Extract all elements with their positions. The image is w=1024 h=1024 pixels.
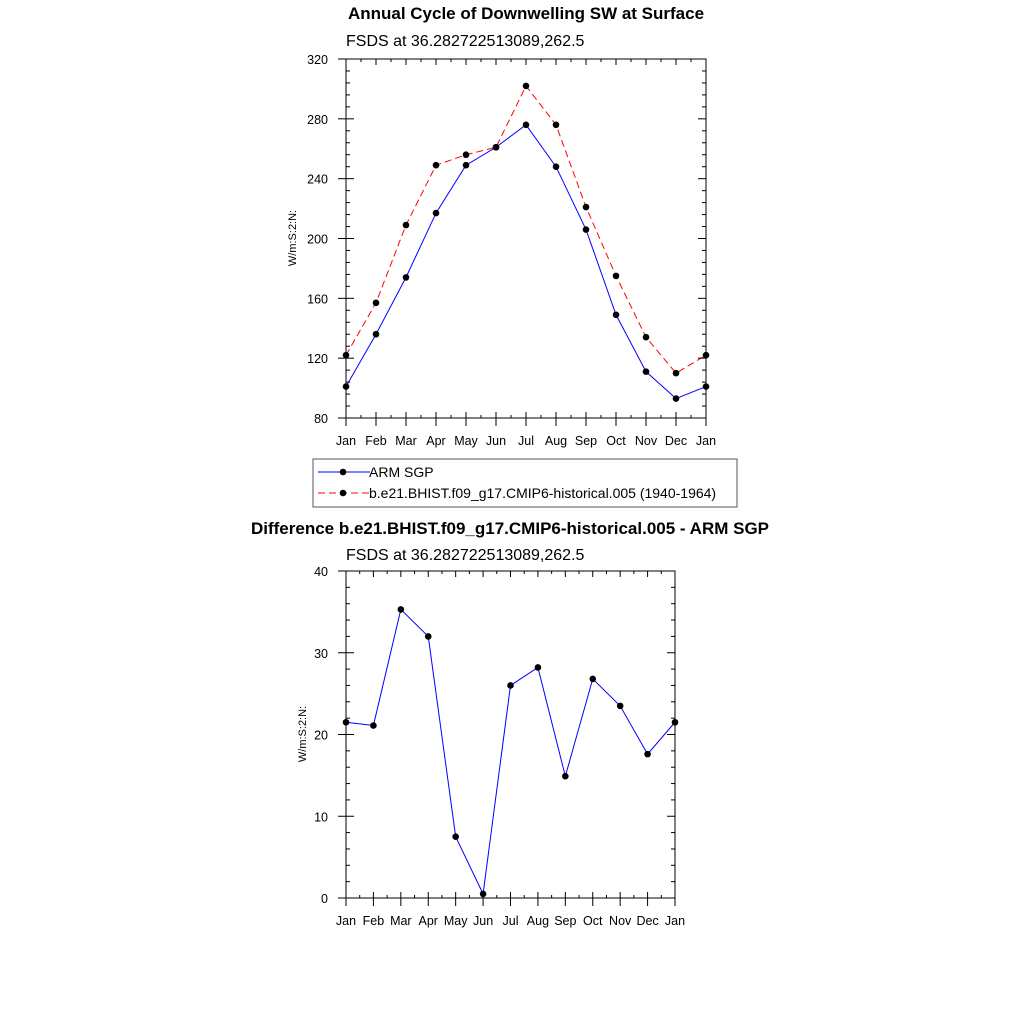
chart2-title: Difference b.e21.BHIST.f09_g17.CMIP6-historical.005 - ARM SGP bbox=[250, 519, 770, 538]
chart2-x-tick-label: Dec bbox=[636, 914, 659, 928]
chart2-x-tick-label: Mar bbox=[390, 914, 412, 928]
chart2-x-tick-label: Apr bbox=[418, 914, 438, 928]
chart1-data-point bbox=[373, 300, 380, 307]
legend-marker-arm-sgp bbox=[340, 469, 347, 476]
chart1-y-tick-label: 280 bbox=[307, 112, 328, 127]
chart2-x-tick-label: Jul bbox=[502, 914, 519, 928]
chart1-data-point bbox=[553, 163, 560, 170]
chart2-x-tick-label: Feb bbox=[362, 914, 385, 928]
chart1-data-point bbox=[673, 370, 680, 377]
chart2-y-tick-label: 30 bbox=[314, 646, 328, 661]
chart2-y-tick-label: 10 bbox=[314, 810, 328, 825]
chart1-data-point bbox=[553, 122, 560, 129]
chart2-data-point bbox=[398, 606, 405, 613]
difference-chart bbox=[251, 519, 769, 928]
chart1-plot-frame bbox=[346, 59, 706, 418]
chart2-x-tick-label: Jan bbox=[335, 914, 357, 928]
chart2-data-point bbox=[425, 633, 432, 640]
chart1-x-tick-label: Dec bbox=[664, 434, 688, 448]
annual-cycle-chart bbox=[287, 4, 737, 507]
chart1-x-tick-label: Jan bbox=[695, 434, 717, 448]
chart1-x-tick-label: May bbox=[454, 434, 478, 448]
chart2-series-line-1 bbox=[346, 609, 675, 893]
chart1-data-point bbox=[373, 331, 380, 338]
chart1-data-point bbox=[643, 334, 650, 341]
chart1-data-point bbox=[523, 122, 530, 129]
chart1-data-point bbox=[403, 222, 410, 229]
chart2-x-tick-label: Oct bbox=[583, 914, 603, 928]
chart2-y-tick-label: 0 bbox=[321, 892, 328, 906]
chart2-subtitle: FSDS at 36.282722513089,262.5 bbox=[346, 547, 585, 564]
chart2-x-tick-label: Jan bbox=[664, 914, 686, 928]
chart1-subtitle: FSDS at 36.282722513089,262.5 bbox=[346, 33, 585, 50]
chart2-data-point bbox=[535, 664, 542, 671]
chart2-data-point bbox=[507, 682, 514, 689]
chart1-x-tick-label: Aug bbox=[544, 434, 568, 448]
chart2-x-tick-label: Sep bbox=[554, 914, 577, 928]
chart2-y-tick-label: 40 bbox=[314, 565, 328, 579]
chart1-series-line-2 bbox=[346, 86, 706, 373]
chart1-x-tick-label: Jan bbox=[335, 434, 357, 448]
chart1-x-tick-label: Jun bbox=[485, 434, 507, 448]
chart1-y-tick-label: 240 bbox=[307, 172, 328, 187]
legend-label-arm-sgp: ARM SGP bbox=[369, 464, 434, 480]
chart1-data-point bbox=[613, 273, 620, 280]
chart1-data-point bbox=[433, 162, 440, 169]
chart2-data-point bbox=[589, 676, 596, 683]
chart1-y-axis-label: W/m:S:2:N: bbox=[287, 209, 299, 267]
legend-marker-model bbox=[340, 490, 347, 497]
chart2-data-point bbox=[452, 833, 459, 840]
chart1-title: Annual Cycle of Downwelling SW at Surface bbox=[347, 4, 705, 23]
chart2-plot-frame bbox=[346, 571, 675, 898]
chart1-data-point bbox=[673, 395, 680, 402]
chart2-data-point bbox=[644, 751, 651, 758]
chart2-data-point bbox=[617, 703, 624, 710]
chart1-data-point bbox=[583, 226, 590, 233]
legend-label-model: b.e21.BHIST.f09_g17.CMIP6-historical.005 (1940-1964) bbox=[369, 485, 717, 501]
chart1-data-point bbox=[403, 274, 410, 281]
chart1-y-tick-label: 320 bbox=[307, 53, 328, 67]
chart1-x-tick-label: Apr bbox=[426, 434, 446, 448]
chart2-data-point bbox=[370, 722, 377, 729]
chart1-y-tick-label: 120 bbox=[307, 352, 328, 367]
chart2-x-tick-label: Jun bbox=[473, 914, 494, 928]
chart1-x-tick-label: Oct bbox=[606, 434, 626, 448]
chart2-data-point bbox=[562, 773, 569, 780]
chart1-x-tick-label: Sep bbox=[574, 434, 598, 448]
chart1-x-tick-label: Nov bbox=[634, 434, 658, 448]
chart1-y-tick-label: 160 bbox=[307, 292, 328, 307]
chart1-x-tick-label: Mar bbox=[395, 434, 417, 448]
chart1-data-point bbox=[613, 311, 620, 318]
chart1-data-point bbox=[463, 162, 470, 169]
chart1-data-point bbox=[523, 83, 530, 90]
chart2-y-tick-label: 20 bbox=[314, 728, 328, 743]
chart1-legend bbox=[313, 459, 737, 507]
chart1-x-tick-label: Jul bbox=[518, 434, 534, 448]
chart1-data-point bbox=[433, 210, 440, 217]
chart2-x-tick-label: Aug bbox=[526, 914, 550, 928]
chart1-series-line-1 bbox=[346, 125, 706, 399]
chart1-data-point bbox=[583, 204, 590, 211]
chart2-x-tick-label: May bbox=[443, 914, 468, 928]
chart1-x-tick-label: Feb bbox=[365, 434, 387, 448]
chart1-data-point bbox=[463, 151, 470, 158]
chart1-y-tick-label: 200 bbox=[307, 232, 328, 247]
chart1-y-tick-label: 80 bbox=[314, 412, 328, 426]
chart1-data-point bbox=[643, 368, 650, 375]
chart2-x-tick-label: Nov bbox=[609, 914, 632, 928]
chart2-y-axis-label: W/m:S:2:N: bbox=[297, 705, 309, 763]
chart1-data-point bbox=[493, 144, 500, 151]
